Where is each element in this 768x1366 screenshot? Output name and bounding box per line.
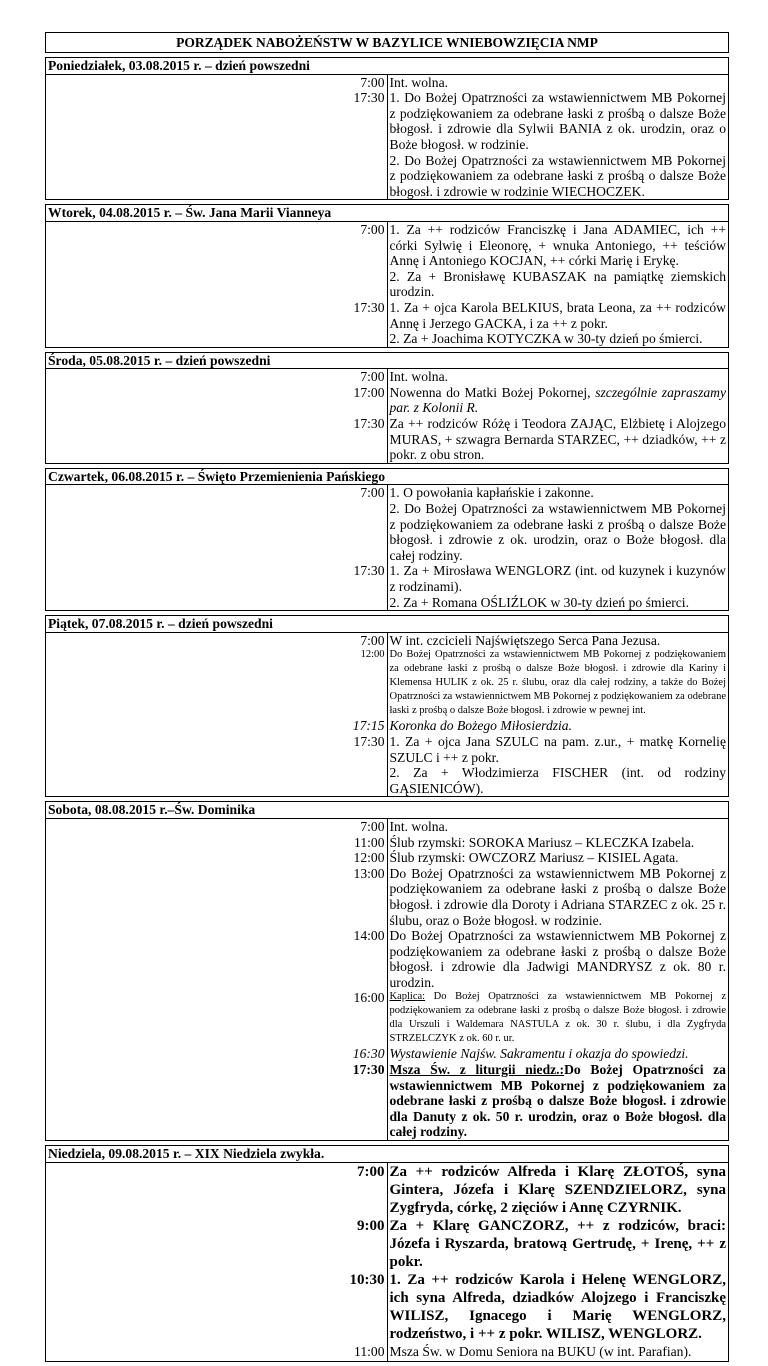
day-block-friday xyxy=(45,615,729,797)
table-row xyxy=(46,74,729,90)
chapel-intention-text: Do Bożej Opatrzności za wstawiennictwem MB Pokornej z podziękowaniem za odebrane łaski z prośbą o dalsze Boże błogosł. i zdrowie dla Urszuli i Waldemara NASTULA z ok. 30 r. ślubu, i dla Zygfryda STRZELCZYK z ok. 60 r. ur. xyxy=(389,991,726,1045)
day-block-monday xyxy=(45,57,729,200)
mass-time xyxy=(46,153,388,200)
mass-time: 12:00 xyxy=(46,850,388,866)
table-row xyxy=(46,734,729,765)
day-block-wednesday xyxy=(45,352,729,464)
mass-time: 7:00 xyxy=(46,1162,388,1217)
mass-time: 7:00 xyxy=(46,485,388,501)
day-header: Sobota, 08.08.2015 r.–Św. Dominika xyxy=(46,802,729,819)
day-header: Piątek, 07.08.2015 r. – dzień powszedni xyxy=(46,616,729,633)
mass-intention: 1. Do Bożej Opatrzności za wstawiennictwem MB Pokornej z podziękowaniem za odebrane łaski z prośbą o dalsze Boże błogosł. i zdrowie dla Sylwii BANIA z ok. urodzin, oraz o Boże błogosł. w rodzinie. xyxy=(389,90,726,152)
table-row xyxy=(46,563,729,594)
mass-time xyxy=(46,595,388,611)
table-row xyxy=(46,1046,729,1062)
mass-time: 13:00 xyxy=(46,866,388,928)
mass-intention: 2. Do Bożej Opatrzności za wstawiennictwem MB Pokornej z podziękowaniem za odebrane łaski z prośbą o dalsze Boże błogosł. i zdrowie w rodzinie WIECHOCZEK. xyxy=(389,152,726,199)
mass-intention: Do Bożej Opatrzności za wstawiennictwem MB Pokornej z podziękowaniem za odebrane łaski z prośbą o dalsze Boże błogosł. i zdrowie dla Kariny i Klemensa HULIK z ok. 25 r. ślubu, oraz dla całej rodziny, a także do Bożej Opatrzności za wstawiennictwem MB Pokornej z podziękowaniem za odebrane łaski z prośbą o dalsze Boże błogosł. i zdrowie w pewnej int. xyxy=(389,649,726,717)
mass-time: 9:00 xyxy=(46,1217,388,1271)
mass-intention: Int. wolna. xyxy=(389,74,449,90)
mass-intention: Int. wolna. xyxy=(389,818,449,834)
table-row xyxy=(46,632,729,648)
mass-time: 10:30 xyxy=(46,1271,388,1343)
table-row xyxy=(46,153,729,200)
novena-text: Nowenna do Matki Bożej Pokornej, xyxy=(389,384,596,400)
table-row xyxy=(46,90,729,152)
vigil-intention-text: Do Bożej Opatrzności za wstawiennictwem MB Pokornej z podziękowaniem za odebrane łaski z prośbą o dalsze Boże błogosł. i zdrowie dla Danuty z ok. 50 r. urodzin, oraz o Boże błogosł. dla całej rodziny. xyxy=(389,1062,726,1140)
table-row xyxy=(46,1343,729,1362)
mass-intention: Int. wolna. xyxy=(389,369,449,385)
table-row xyxy=(46,369,729,385)
day-header: Czwartek, 06.08.2015 r. – Święto Przemienienia Pańskiego xyxy=(46,468,729,485)
mass-intention: 2. Za + Romana OŚLIŹLOK w 30-ty dzień po śmierci. xyxy=(389,594,689,610)
mass-intention: 2. Za + Joachima KOTYCZKA w 30-ty dzień po śmierci. xyxy=(389,331,703,347)
mass-intention xyxy=(387,990,729,1046)
mass-intention xyxy=(387,385,729,416)
mass-time: 17:00 xyxy=(46,385,388,416)
mass-time: 17:15 xyxy=(46,718,388,734)
table-row xyxy=(46,300,729,331)
mass-intention: 2. Za + Włodzimierza FISCHER (int. od rodziny GĄSIENICÓW). xyxy=(389,765,726,796)
table-row xyxy=(46,990,729,1046)
mass-time xyxy=(46,765,388,797)
table-row xyxy=(46,850,729,866)
table-row xyxy=(46,221,729,268)
day-block-sunday xyxy=(45,1145,729,1362)
day-block-tuesday xyxy=(45,204,729,347)
mass-intention: Do Bożej Opatrzności za wstawiennictwem MB Pokornej z podziękowaniem za odebrane łaski z prośbą o dalsze Boże błogosł. i zdrowie dla Doroty i Adriana STARZEC z ok. 25 r. ślubu, oraz o Boże błogosł. w rodzinie. xyxy=(389,865,726,928)
mass-intention: Koronka do Bożego Miłosierdzia. xyxy=(389,718,572,734)
mass-time: 17:30 xyxy=(46,90,388,152)
table-row xyxy=(46,818,729,834)
vigil-mass-label: Msza Św. z liturgii niedz.: xyxy=(389,1062,565,1078)
mass-time: 7:00 xyxy=(46,74,388,90)
table-row xyxy=(46,765,729,797)
mass-intention: Za + Klarę GANCZORZ, ++ z rodziców, braci: Józefa i Ryszarda, bratową Gertrudę, + Irenę, ++ z pokr. xyxy=(389,1217,726,1270)
mass-time: 7:00 xyxy=(46,818,388,834)
mass-time: 16:00 xyxy=(46,990,388,1046)
table-row xyxy=(46,1217,729,1271)
table-row xyxy=(46,718,729,734)
mass-intention: Ślub rzymski: OWCZORZ Mariusz – KISIEL Agata. xyxy=(389,850,679,866)
chapel-label: Kaplica: xyxy=(389,991,426,1003)
mass-time: 17:30 xyxy=(46,563,388,594)
table-row xyxy=(46,835,729,851)
mass-time: 7:00 xyxy=(46,632,388,648)
mass-time: 7:00 xyxy=(46,369,388,385)
day-header: Poniedziałek, 03.08.2015 r. – dzień powszedni xyxy=(46,58,729,75)
mass-intention: 1. Za ++ rodziców Franciszkę i Jana ADAMIEC, ich ++ córki Sylwię i Eleonorę, + wnuka Antoniego, ++ teściów Annę i Antoniego KOCJAN, ++ córki Marię i Erykę. xyxy=(389,221,726,269)
mass-intention: W int. czcicieli Najświętszego Serca Pana Jezusa. xyxy=(389,632,661,648)
table-row xyxy=(46,1062,729,1140)
mass-intention: 1. Za + ojca Jana SZULC na pam. z.ur., + matkę Kornelię SZULC i ++ z pokr. xyxy=(389,733,726,765)
table-row xyxy=(46,648,729,718)
table-row xyxy=(46,595,729,611)
day-block-saturday xyxy=(45,801,729,1141)
mass-intention: Ślub rzymski: SOROKA Mariusz – KLECZKA Izabela. xyxy=(389,834,695,850)
table-row xyxy=(46,385,729,416)
mass-intention: Wystawienie Najśw. Sakramentu i okazja do spowiedzi. xyxy=(389,1046,689,1062)
mass-intention: 2. Do Bożej Opatrzności za wstawiennictwem MB Pokornej z podziękowaniem za odebrane łaski z prośbą o dalsze Boże błogosł. i zdrowie z ok. urodzin, oraz o Boże błogosł. dla całej rodziny. xyxy=(389,501,726,563)
mass-time: 17:30 xyxy=(46,416,388,463)
schedule-page xyxy=(45,32,729,1366)
novena-note: szczególnie zapraszamy par. z Kolonii R. xyxy=(389,384,727,416)
mass-intention xyxy=(387,1062,729,1140)
mass-time xyxy=(46,269,388,300)
table-row xyxy=(46,1271,729,1343)
mass-time xyxy=(46,331,388,347)
day-header: Wtorek, 04.08.2015 r. – Św. Jana Marii Vianneya xyxy=(46,205,729,222)
page-title: PORZĄDEK NABOŻEŃSTW W BAZYLICE WNIEBOWZIĘCIA NMP xyxy=(45,32,729,53)
mass-time xyxy=(46,501,388,563)
table-row xyxy=(46,416,729,463)
table-row xyxy=(46,501,729,563)
table-row xyxy=(46,269,729,300)
mass-time: 16:30 xyxy=(46,1046,388,1062)
mass-intention: 1. Za ++ rodziców Karola i Helenę WENGLORZ, ich syna Alfreda, dziadków Alojzego i Franciszkę WILISZ, Ignacego i Marię WENGLORZ, rodzeństwo, i ++ z pokr. WILISZ, WENGLORZ. xyxy=(389,1271,726,1342)
day-header: Środa, 05.08.2015 r. – dzień powszedni xyxy=(46,352,729,369)
table-row xyxy=(46,485,729,501)
mass-time: 14:00 xyxy=(46,928,388,990)
mass-intention: 2. Za + Bronisławę KUBASZAK na pamiątkę ziemskich urodzin. xyxy=(389,268,726,300)
mass-intention: 1. Za + ojca Karola BELKIUS, brata Leona, za ++ rodziców Annę i Jerzego GACKA, i za ++ z pokr. xyxy=(389,299,726,331)
mass-time: 11:00 xyxy=(46,835,388,851)
table-row xyxy=(46,331,729,347)
mass-intention: Msza Św. w Domu Seniora na BUKU (w int. Parafian). xyxy=(389,1343,692,1359)
day-header: Niedziela, 09.08.2015 r. – XIX Niedziela zwykła. xyxy=(46,1146,729,1163)
mass-intention: Za ++ rodziców Alfreda i Klarę ZŁOTOŚ, syna Gintera, Józefa i Klarę SZENDZIELORZ, syna Zygfryda, córkę, 2 zięciów i Annę CZYRNIK. xyxy=(389,1163,726,1216)
table-row xyxy=(46,866,729,928)
day-block-thursday xyxy=(45,468,729,611)
mass-time: 17:30 xyxy=(46,734,388,765)
mass-intention: 1. Za + Mirosława WENGLORZ (int. od kuzynek i kuzynów z rodzinami). xyxy=(389,563,726,594)
table-row xyxy=(46,1162,729,1217)
table-row xyxy=(46,928,729,990)
mass-intention: Do Bożej Opatrzności za wstawiennictwem MB Pokornej z podziękowaniem za odebrane łaski z prośbą o dalsze Boże błogosł. i zdrowie dla Jadwigi MANDRYSZ z ok. 80 r. urodzin. xyxy=(389,928,726,990)
mass-time: 17:30 xyxy=(46,1062,388,1140)
mass-intention: Za ++ rodziców Różę i Teodora ZAJĄC, Elżbietę i Alojzego MURAS, + szwagra Bernarda STARZEC, ++ dziadków, ++ z pokr. z obu stron. xyxy=(389,416,726,463)
mass-time: 11:00 xyxy=(46,1343,388,1362)
mass-time: 12:00 xyxy=(46,648,388,718)
mass-intention: 1. O powołania kapłańskie i zakonne. xyxy=(389,485,594,501)
mass-time: 7:00 xyxy=(46,221,388,268)
mass-time: 17:30 xyxy=(46,300,388,331)
